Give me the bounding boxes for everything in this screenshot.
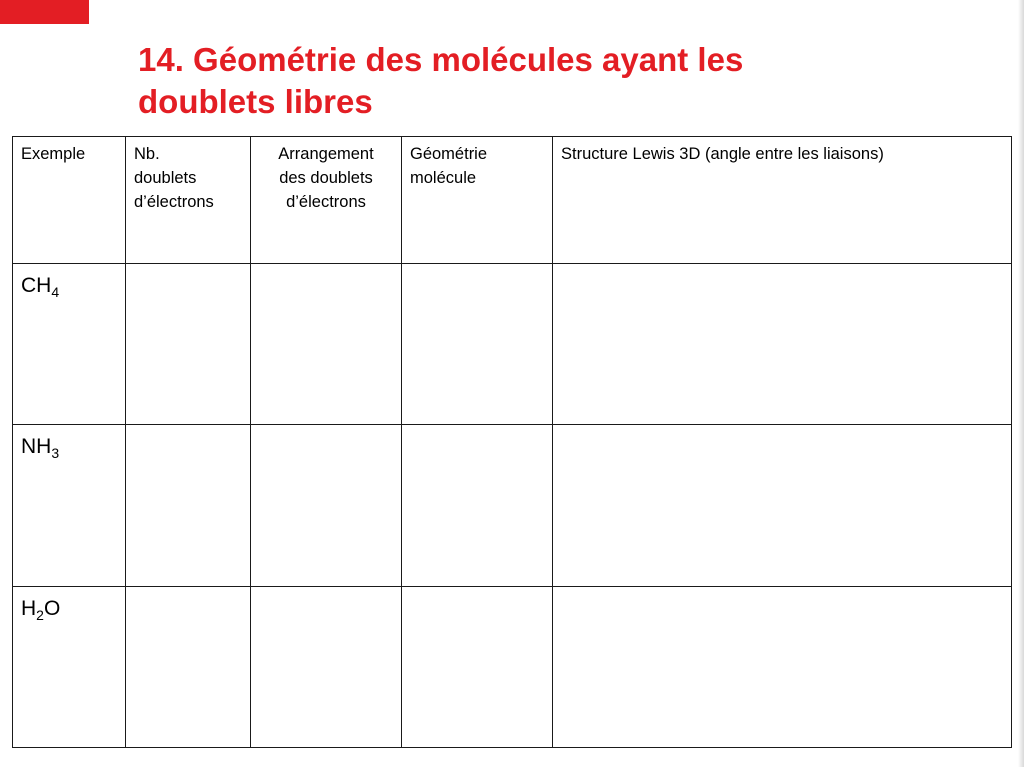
answer-cell-lewis-structure[interactable] bbox=[553, 425, 1012, 586]
table-row bbox=[13, 264, 1012, 425]
molecule-formula bbox=[13, 425, 125, 461]
header-cell-doublet-arrangement bbox=[251, 137, 402, 264]
answer-cell-geometry[interactable] bbox=[402, 425, 553, 586]
header-doublet-arrangement-label: Arrangement des doublets d’électrons bbox=[278, 145, 374, 211]
geometry-table bbox=[12, 136, 1012, 748]
molecule-formula bbox=[13, 264, 125, 300]
table-row bbox=[13, 425, 1012, 586]
answer-cell-geometry[interactable] bbox=[402, 586, 553, 747]
formula-tail: O bbox=[43, 596, 61, 620]
answer-cell-doublet-count[interactable] bbox=[126, 586, 251, 747]
answer-cell-doublet-count[interactable] bbox=[126, 425, 251, 586]
molecule-cell bbox=[13, 425, 126, 586]
slide-title bbox=[138, 39, 958, 123]
formula-subscript: 3 bbox=[51, 445, 60, 462]
slide-edge-shadow bbox=[1018, 0, 1024, 767]
header-geometry-label: Géométrie molécule bbox=[410, 145, 488, 187]
header-example-label: Exemple bbox=[21, 145, 86, 163]
molecule-cell bbox=[13, 586, 126, 747]
title-line-1: 14. Géométrie des molécules ayant les bbox=[138, 41, 744, 78]
answer-cell-lewis-structure[interactable] bbox=[553, 586, 1012, 747]
header-cell-lewis-structure bbox=[553, 137, 1012, 264]
molecule-cell bbox=[13, 264, 126, 425]
header-lewis-structure-label: Structure Lewis 3D (angle entre les liaisons) bbox=[561, 145, 884, 163]
header-cell-geometry bbox=[402, 137, 553, 264]
answer-cell-doublet-arrangement[interactable] bbox=[251, 425, 402, 586]
answer-cell-doublet-arrangement[interactable] bbox=[251, 264, 402, 425]
formula-base: NH bbox=[21, 435, 52, 459]
title-line-2: doublets libres bbox=[138, 83, 373, 120]
accent-bar bbox=[0, 0, 89, 24]
table-row bbox=[13, 586, 1012, 747]
header-doublet-count-label: Nb. doublets d’électrons bbox=[134, 145, 214, 211]
answer-cell-lewis-structure[interactable] bbox=[553, 264, 1012, 425]
answer-cell-geometry[interactable] bbox=[402, 264, 553, 425]
table-header-row bbox=[13, 137, 1012, 264]
header-cell-doublet-count bbox=[126, 137, 251, 264]
formula-base: CH bbox=[21, 274, 52, 298]
answer-cell-doublet-count[interactable] bbox=[126, 264, 251, 425]
formula-subscript: 4 bbox=[51, 284, 60, 301]
formula-subscript: 2 bbox=[36, 606, 44, 623]
molecule-formula bbox=[13, 587, 125, 623]
header-cell-example bbox=[13, 137, 126, 264]
answer-cell-doublet-arrangement[interactable] bbox=[251, 586, 402, 747]
formula-base: H bbox=[21, 596, 37, 620]
